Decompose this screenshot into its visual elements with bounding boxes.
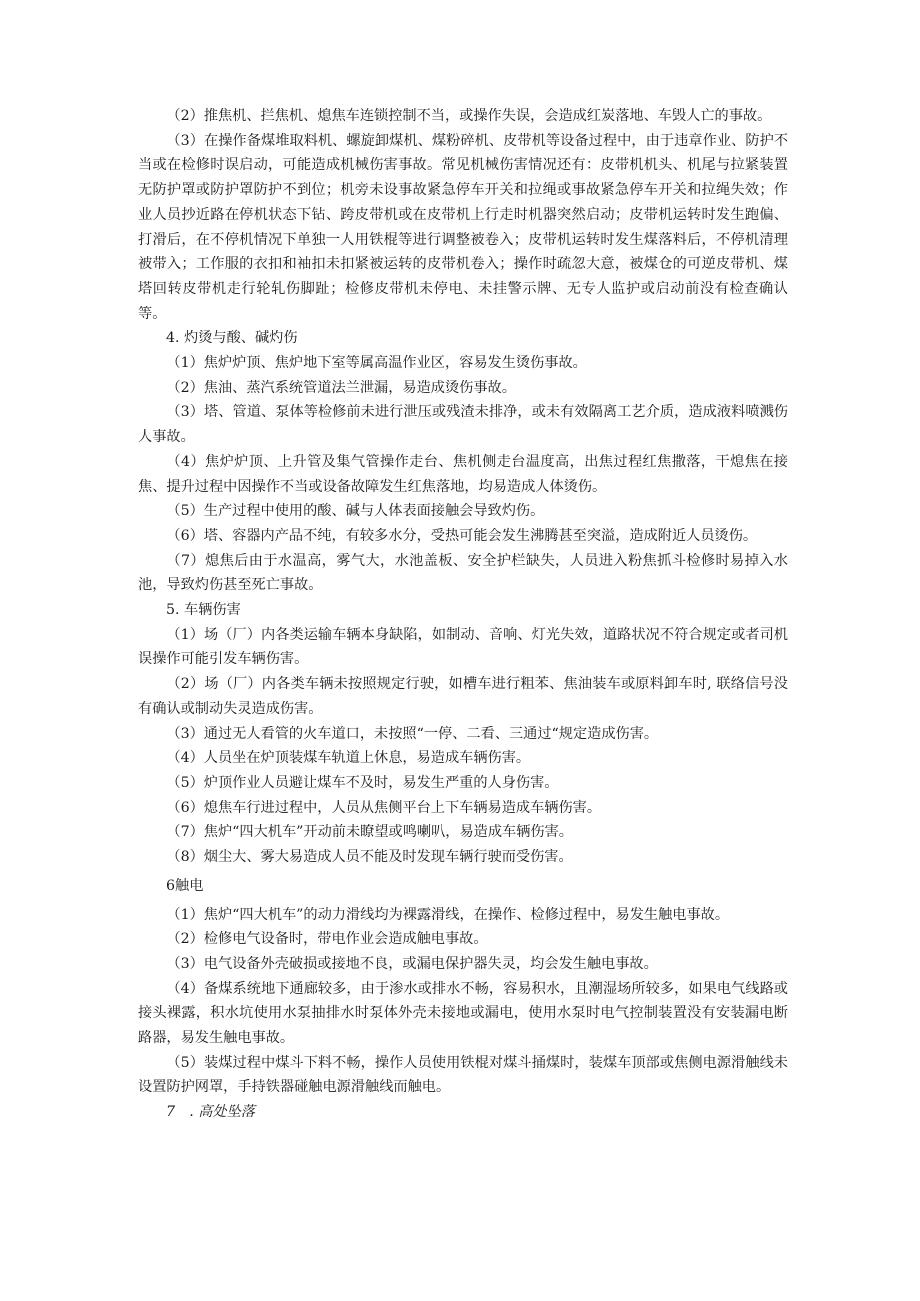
document-page [138,104,788,1125]
paragraph-6-5: （5）装煤过程中煤斗下料不畅，操作人员使用铁棍对煤斗捅煤时，装煤车顶部或焦侧电源滑触线未设置防护网罩，手持铁器碰触电源滑触线而触电。 [138,1054,788,1096]
paragraph-2-1: （2）推焦机、拦焦机、熄焦车连锁控制不当，或操作失误，会造成红炭落地、车毁人亡的事故。 [166,108,772,124]
paragraph-5-1: （1）场（厂）内各类运输车辆本身缺陷，如制动、音响、灯光失效，道路状况不符合规定或者司机误操作可能引发车辆伤害。 [138,626,788,668]
paragraph-6-2: （2）检修电气设备时，带电作业会造成触电事故。 [166,931,488,948]
paragraph-5-5: （5）炉顶作业人员避让煤车不及时，易发生严重的人身伤害。 [166,774,559,791]
paragraph-5-6: （6）熄焦车行进过程中，人员从焦侧平台上下车辆易造成车辆伤害。 [166,799,602,816]
section-heading-4: 4. 灼烫与酸、碱灼伤 [166,330,298,347]
section-heading-7: 7 . 高处坠落 [166,1104,255,1121]
paragraph-5-4: （4）人员坐在炉顶装煤车轨道上休息，易造成车辆伤害。 [166,750,531,767]
paragraph-2-2: （3）在操作备煤堆取料机、螺旋卸煤机、煤粉碎机、皮带机等设备过程中，由于违章作业、防护不当或在检修时误启动，可能造成机械伤害事故。常见机械伤害情况还有：皮带机机头、机尾与拉紧装置无防护罩或防护罩防护不到位；机旁未设事故紧急停车开关和拉绳或事故紧急停车开关和拉绳失效；作业人员抄近路在停机状态下钻、跨皮带机或在皮带机上行走时机器突然启动；皮带机运转时发生跑偏、打滑后，在不停机情况下单独一人用铁棍等进行调整被卷入；皮带机运转时发生煤落料后，不停机清理被带入；工作服的衣扣和袖扣未扣紧被运转的皮带机卷入；操作时疏忽大意，被煤仓的可逆皮带机、煤塔回转皮带机走行轮轧伤脚趾；检修皮带机未停电、未挂警示牌、无专人监护或启动前没有检查确认等。 [138,132,788,322]
paragraph-6-3: （3）电气设备外壳破损或接地不良，或漏电保护器失灵，均会发生触电事故。 [166,955,658,972]
paragraph-4-2: （2）焦油、蒸汽系统管道法兰泄漏，易造成烫伤事故。 [166,379,516,396]
paragraph-5-7: （7）焦炉“四大机车”开动前未瞭望或鸣喇叭，易造成车辆伤害。 [166,824,573,841]
paragraph-6-1: （1）焦炉“四大机车”的动力滑线均为裸露滑线，在操作、检修过程中，易发生触电事故。 [166,906,730,923]
paragraph-5-2: （2）场（厂）内各类车辆未按照规定行驶，如槽车进行粗苯、焦油装车或原料卸车时, 联络信号没有确认或制动失灵造成伤害。 [138,676,788,717]
paragraph-4-6: （6）塔、容器内产品不纯，有较多水分，受热可能会发生沸腾甚至突溢，造成附近人员烫伤。 [166,527,758,544]
paragraph-6-4: （4）备煤系统地下通廊较多，由于渗水或排水不畅，容易积水，且潮湿场所较多，如果电气线路或接头裸露，积水坑使用水泵抽排水时泵体外壳未接地或漏电，使用水泵时电气控制装置没有安装漏电断路器，易发生触电事故。 [138,980,788,1047]
paragraph-4-5: （5）生产过程中使用的酸、碱与人体表面接触会导致灼伤。 [166,503,545,520]
section-heading-6: 6触电 [166,877,204,894]
paragraph-5-3: （3）通过无人看管的火车道口，未按照“一停、二看、三通过“规定造成伤害。 [166,725,659,742]
paragraph-4-7: （7）熄焦后由于水温高，雾气大，水池盖板、安全护栏缺失，人员进入粉焦抓斗检修时易掉入水池，导致灼伤甚至死亡事故。 [138,552,788,594]
paragraph-4-1: （1）焦炉炉顶、焦炉地下室等属高温作业区，容易发生烫伤事故。 [166,355,587,372]
section-heading-5: 5. 车辆伤害 [166,602,241,619]
paragraph-4-4: （4）焦炉炉顶、上升管及集气管操作走台、焦机侧走台温度高，出焦过程红焦撒落，干熄焦在接焦、提升过程中因操作不当或设备故障发生红焦落地，均易造成人体烫伤。 [138,453,788,495]
paragraph-4-3: （3）塔、管道、泵体等检修前未进行泄压或残渣未排净，或未有效隔离工艺介质，造成液料喷溅伤人事故。 [138,404,788,446]
paragraph-5-8: （8）烟尘大、雾大易造成人员不能及时发现车辆行驶而受伤害。 [166,849,573,866]
